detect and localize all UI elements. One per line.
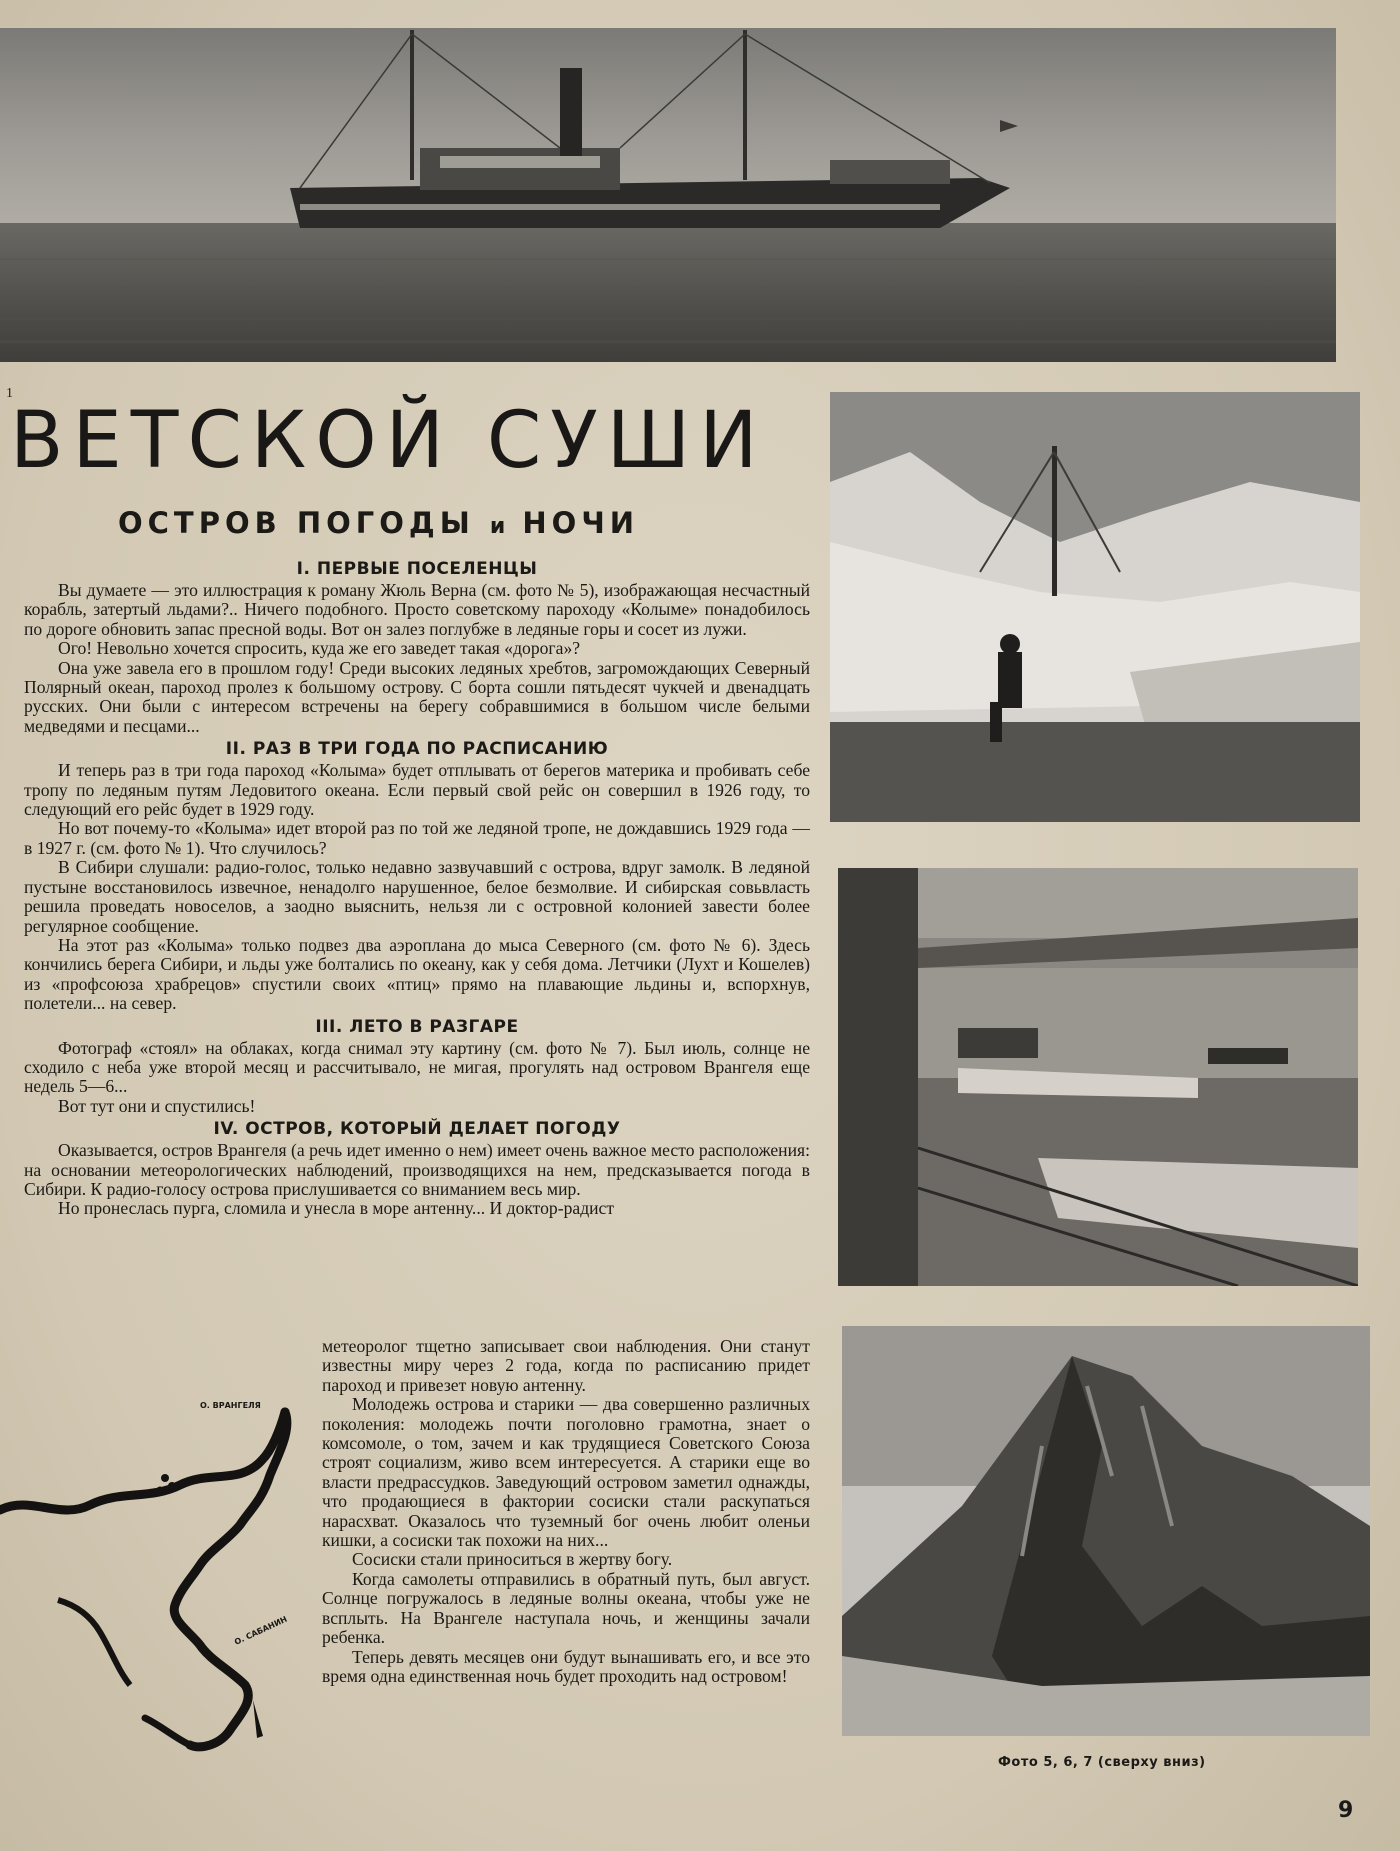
mountain-photo xyxy=(842,1326,1370,1736)
paragraph: Фотограф «стоял» на облаках, когда снимал эту картину (см. фото № 7). Был июль, солнце не сходило с неба уже второй месяц и рассчитывало, не мигая, прогулять над островом Врангеля еще недель 5—6... xyxy=(24,1037,810,1097)
ship-photo xyxy=(0,28,1336,362)
headline: ВЕТСКОЙ СУШИ xyxy=(10,396,767,486)
paragraph: Когда самолеты отправились в обратный путь, был август. Солнце погружалось в ледяные волны океана, чтобы уже не всплыть. На Врангеле наступала ночь, и женщины зачали ребенка. xyxy=(322,1568,810,1648)
section-title: II. РАЗ В ТРИ ГОДА ПО РАСПИСАНИЮ xyxy=(225,739,609,760)
margin-mark: 1 xyxy=(6,386,13,401)
paragraph: Она уже завела его в прошлом году! Среди высоких ледяных хребтов, загромождающих Северный Полярный океан, пароход пролез к большому острову. С борта сошли пятьдесят чукчей и двенадцать русских. Они были с интересом встречены на берегу собравшимися в большом числе белыми медведями и песцами... xyxy=(24,657,810,736)
paragraph: метеоролог тщетно записывает свои наблюдения. Они станут известны миру через 2 года, когда по расписанию придет пароход и привезет новую антенну. xyxy=(322,1336,810,1395)
photo-caption: Фото 5, 6, 7 (сверху вниз) xyxy=(998,1755,1206,1770)
paragraph: На этот раз «Колыма» только подвез два аэроплана до мыса Северного (см. фото № 6). Здесь кончились берега Сибири, и льды уже болтались по океану, как у себя дома. Летчики (Лухт и Кошелев) из «профсоюза храбрецов» спустили своих «птиц» прямо на плавающие льдины и, вспорхнув, полетели... на север. xyxy=(24,934,810,1014)
map-label-wrangel: О. ВРАНГЕЛЯ xyxy=(200,1401,261,1410)
paragraph: В Сибири слушали: радио-голос, только недавно зазвучавший с острова, вдруг замолк. В ледяной пустыне восстановилось извечное, ненадолго нарушенное, белое безмолвие. И сибирская совьвласть решила проведать новоселов, а заодно выяснить, нельзя ли с островной колонией завести более регулярное сообщение. xyxy=(24,857,810,936)
kicker-title xyxy=(118,506,639,540)
paragraph: Сосиски стали приноситься в жертву богу. xyxy=(352,1549,673,1570)
paragraph: Молодежь острова и старики — два совершенно различных поколения: молодежь почти поголовно грамотна, знает о комсомоле, о том, зачем и как трудящиеся Советского Союза строят социализм, живо всем интересуется. А старики еще во власти предрассудков. Заведующий островом заметил однажды, что продающиеся в фактории сосиски стали раскупаться нарасхват. Оказалось что туземный бог очень любит оленьи кишки, а сосиски так похожи на них... xyxy=(322,1394,810,1551)
ice-photo xyxy=(830,392,1360,822)
section-title: IV. ОСТРОВ, КОТОРЫЙ ДЕЛАЕТ ПОГОДУ xyxy=(213,1119,621,1140)
island-map xyxy=(0,1400,320,1760)
article-column-main xyxy=(24,556,810,1219)
kicker-conj: и xyxy=(489,514,508,539)
planes-photo xyxy=(838,868,1358,1286)
paragraph: Вот тут они и спустились! xyxy=(58,1095,256,1116)
kicker-part1: ОСТРОВ ПОГОДЫ xyxy=(118,506,475,540)
paragraph: Оказывается, остров Врангеля (а речь идет именно о нем) имеет очень важное место расположения: на основании метеорологических наблюдений, производящихся на нем, предсказывается погода в Сибири. К радио-голосу острова прислушивается со вниманием весь мир. xyxy=(24,1140,810,1199)
paragraph: Но вот почему-то «Колыма» идет второй раз по той же ледяной тропе, не дождавшись 1929 года — в 1927 г. (см. фото № 1). Что случилось? xyxy=(24,818,810,858)
paragraph: Ого! Невольно хочется спросить, куда же его заведет такая «дорога»? xyxy=(58,638,581,659)
map-label-second: О. САБАНИН xyxy=(233,1614,289,1647)
paragraph: И теперь раз в три года пароход «Колыма» будет отплывать от берегов материка и пробивать себе тропу по ледяным путям Ледовитого океана. Если первый свой рейс он совершил в 1926 году, то следующий его рейс будет в 1929 году. xyxy=(24,760,810,820)
paragraph: Вы думаете — это иллюстрация к роману Жюль Верна (см. фото № 5), изображающая несчастный корабль, затертый льдами?.. Ничего подобного. Просто советскому пароходу «Колыме» понадобилось по дороге обновить запас пресной воды. Вот он залез поглубже в ледяные горы и сосет из лужи. xyxy=(24,580,810,639)
section-title: III. ЛЕТО В РАЗГАРЕ xyxy=(315,1016,519,1037)
article-column-continuation xyxy=(322,1337,810,1686)
paragraph: Теперь девять месяцев они будут вынашивать его, и все это время одна единственная ночь будет проходить над островом! xyxy=(322,1646,810,1686)
kicker-part2: НОЧИ xyxy=(522,506,640,540)
section-title: I. ПЕРВЫЕ ПОСЕЛЕНЦЫ xyxy=(296,559,538,579)
page-number: 9 xyxy=(1338,1798,1354,1823)
paragraph: Но пронеслась пурга, сломила и унесла в море антенну... И доктор-радист xyxy=(58,1198,615,1219)
